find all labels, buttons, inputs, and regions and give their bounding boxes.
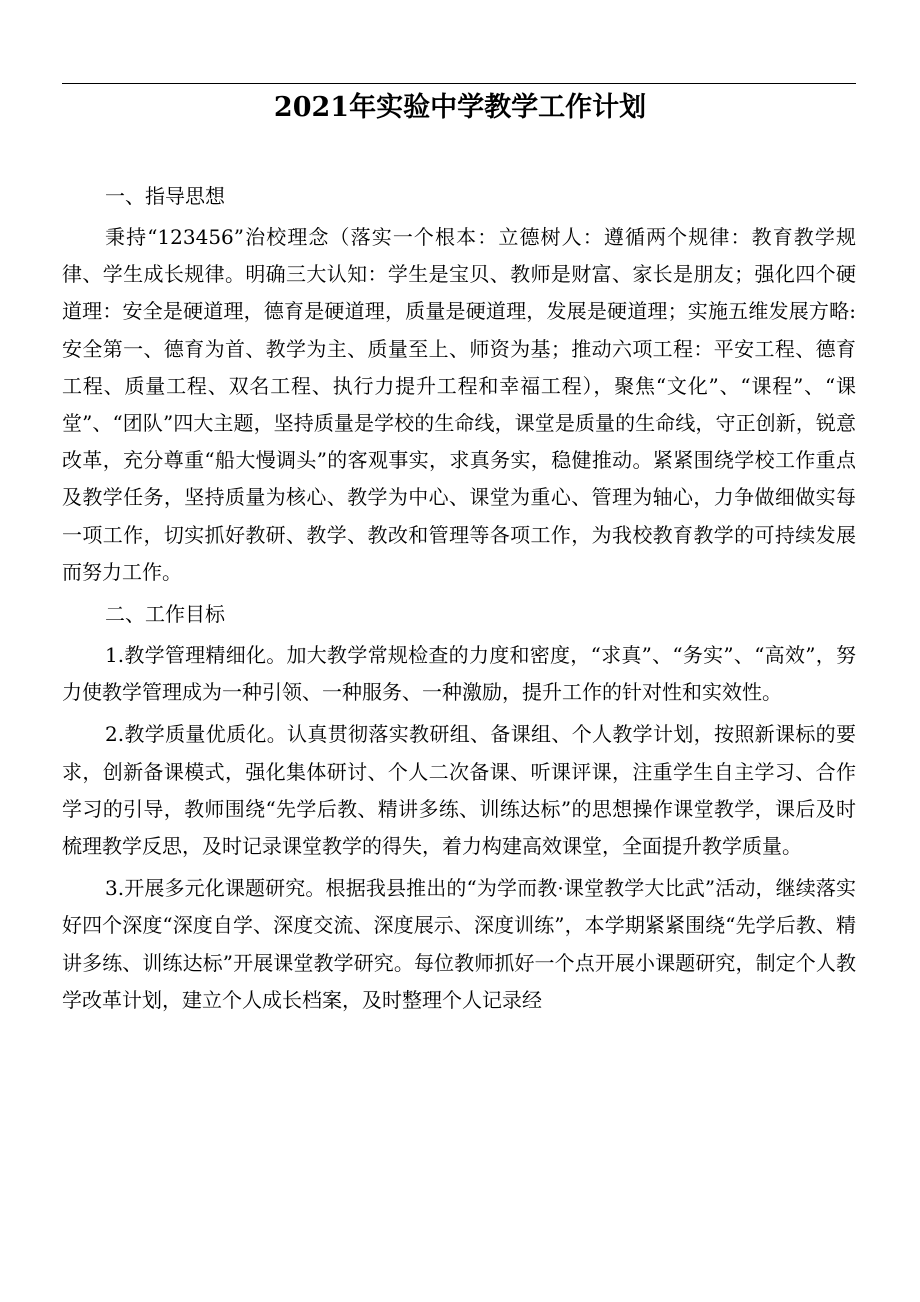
paragraph-goal-3: 3.开展多元化课题研究。根据我县推出的“为学而教·课堂教学大比武”活动，继续落实好四个深度“深度自学、深度交流、深度展示、深度训练”，本学期紧紧围绕“先学后教、精讲多练、训练达标”开展课堂教学研究。每位教师抓好一个点开展小课题研究，制定个人教学改革计划，建立个人成长档案，及时整理个人记录经 <box>62 876 856 1012</box>
document-body <box>62 178 856 1024</box>
header-rule <box>62 83 856 84</box>
paragraph-guiding-ideology: 秉持“123456”治校理念（落实一个根本：立德树人：遵循两个规律：教育教学规律、学生成长规律。明确三大认知：学生是宝贝、教师是财富、家长是朋友；强化四个硬道理：安全是硬道理，德育是硬道理，质量是硬道理，发展是硬道理；实施五维发展方略:安全第一、德育为首、教学为主、质量至上、师资为基；推动六项工程：平安工程、德育工程、质量工程、双名工程、执行力提升工程和幸福工程），聚焦“文化”、“课程”、“课堂”、“团队”四大主题，坚持质量是学校的生命线，课堂是质量的生命线，守正创新，锐意改革，充分尊重“船大慢调头”的客观事实，求真务实，稳健推动。紧紧围绕学校工作重点及教学任务，坚持质量为核心、教学为中心、课堂为重心、管理为轴心，力争做细做实每一项工作，切实抓好教研、教学、教改和管理等各项工作，为我校教育教学的可持续发展而努力工作。 <box>62 225 856 584</box>
section-heading-work-goals: 二、工作目标 <box>105 602 225 627</box>
paragraph-goal-1: 1.教学管理精细化。加大教学常规检查的力度和密度，“求真”、“务实”、“高效”，努力使教学管理成为一种引领、一种服务、一种激励，提升工作的针对性和实效性。 <box>62 643 856 705</box>
section-heading-guiding-ideology: 一、指导思想 <box>105 184 225 208</box>
document-title: 2021年实验中学教学工作计划 <box>273 92 647 123</box>
paragraph-goal-2: 2.教学质量优质化。认真贯彻落实教研组、备课组、个人教学计划，按照新课标的要求，创新备课模式，强化集体研讨、个人二次备课、听课评课，注重学生自主学习、合作学习的引导，教师围绕“先学后教、精讲多练、训练达标”的思想操作课堂教学，课后及时梳理教学反思，及时记录课堂教学的得失，着力构建高效课堂，全面提升教学质量。 <box>62 722 856 859</box>
